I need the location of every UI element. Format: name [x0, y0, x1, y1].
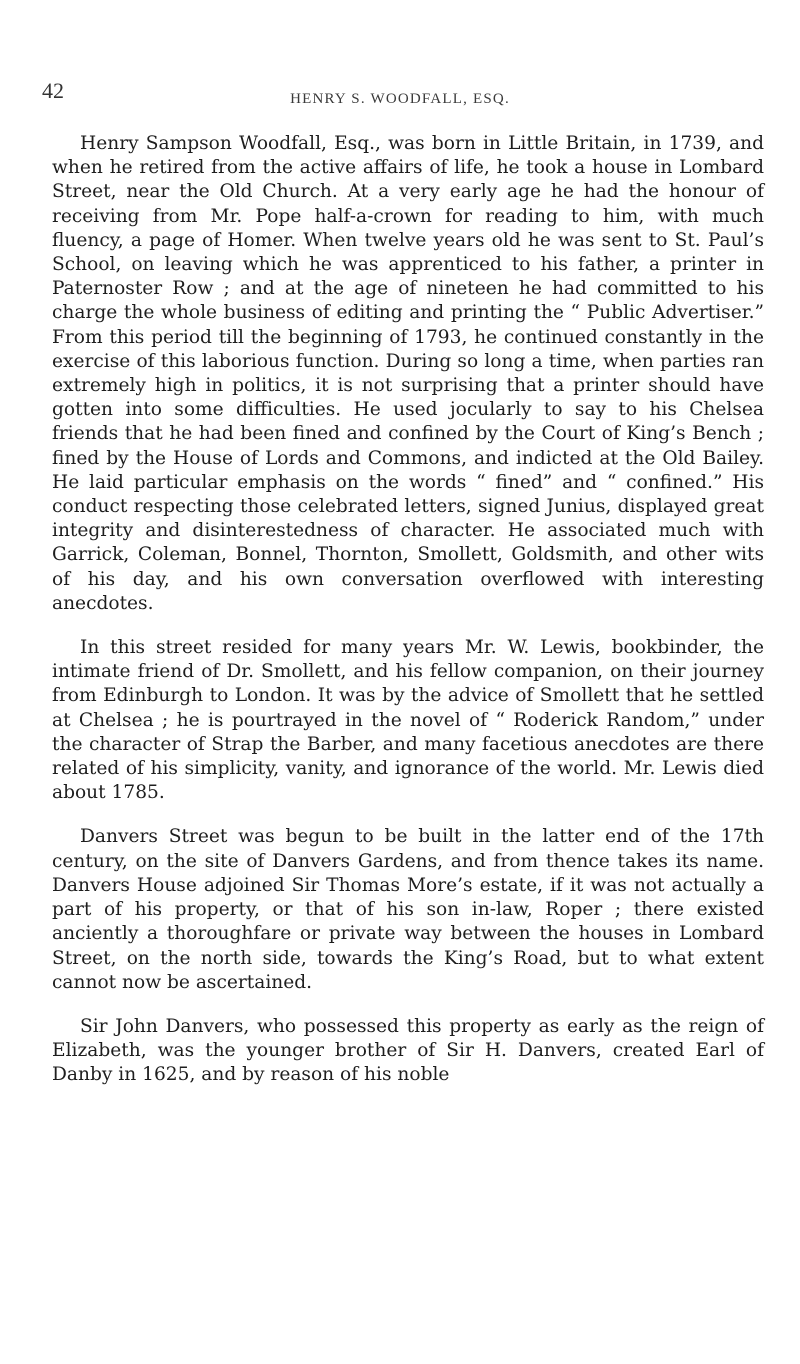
paragraph-danvers-street: Danvers Street was begun to be built in the latter end of the 17th century, on the site of Danvers Gardens, and from thence takes its name. Danvers House adjoined Sir Thomas More’s estate, if it was not actually a part of his property, or that of his son in-law, Roper ; there existed anciently a thoroughfare or private way between the houses in Lombard Street, on the north side, towards the King’s Road, but to what extent cannot now be ascertained.: [52, 826, 764, 993]
paragraph-john-danvers: Sir John Danvers, who possessed this property as early as the reign of Elizabeth, was the younger brother of Sir H. Danvers, created Earl of Danby in 1625, and by reason of his noble: [52, 1015, 764, 1086]
paragraph-lewis: In this street resided for many years Mr. W. Lewis, bookbinder, the intimate friend of Dr. Smollett, and his fellow companion, on their journey from Edinburgh to London. It was by the advice of Smollett that he settled at Chelsea ; he is pourtrayed in the novel of “ Roderick Random,” under the character of Strap the Barber, and many facetious anecdotes are there related of his simplicity, vanity, and ignorance of the world. Mr. Lewis died about 1785.: [52, 637, 764, 804]
body-text: [52, 132, 764, 1108]
paragraph-woodfall: Henry Sampson Woodfall, Esq., was born in Little Britain, in 1739, and when he retired from the active affairs of life, he took a house in Lombard Street, near the Old Church. At a very early age he had the honour of receiving from Mr. Pope half-a-crown for reading to him, with much fluency, a page of Homer. When twelve years old he was sent to St. Paul’s School, on leaving which he was apprenticed to his father, a printer in Paternoster Row ; and at the age of nineteen he had committed to his charge the whole business of editing and printing the “ Public Advertiser.” From this period till the beginning of 1793, he continued constantly in the exercise of this laborious function. During so long a time, when parties ran extremely high in politics, it is not surprising that a printer should have gotten into some difficulties. He used jocularly to say to his Chelsea friends that he had been fined and confined by the Court of King’s Bench ; fined by the House of Lords and Commons, and indicted at the Old Bailey. He laid particular emphasis on the words “ fined” and “ confined.” His conduct respecting those celebrated letters, signed Junius, displayed great integrity and disinterestedness of character. He associated much with Garrick, Coleman, Bonnel, Thornton, Smollett, Goldsmith, and other wits of his day, and his own conversation overflowed with interesting anecdotes.: [52, 133, 764, 614]
page-number: 42: [42, 78, 64, 103]
running-head: HENRY S. WOODFALL, ESQ.: [290, 91, 510, 107]
